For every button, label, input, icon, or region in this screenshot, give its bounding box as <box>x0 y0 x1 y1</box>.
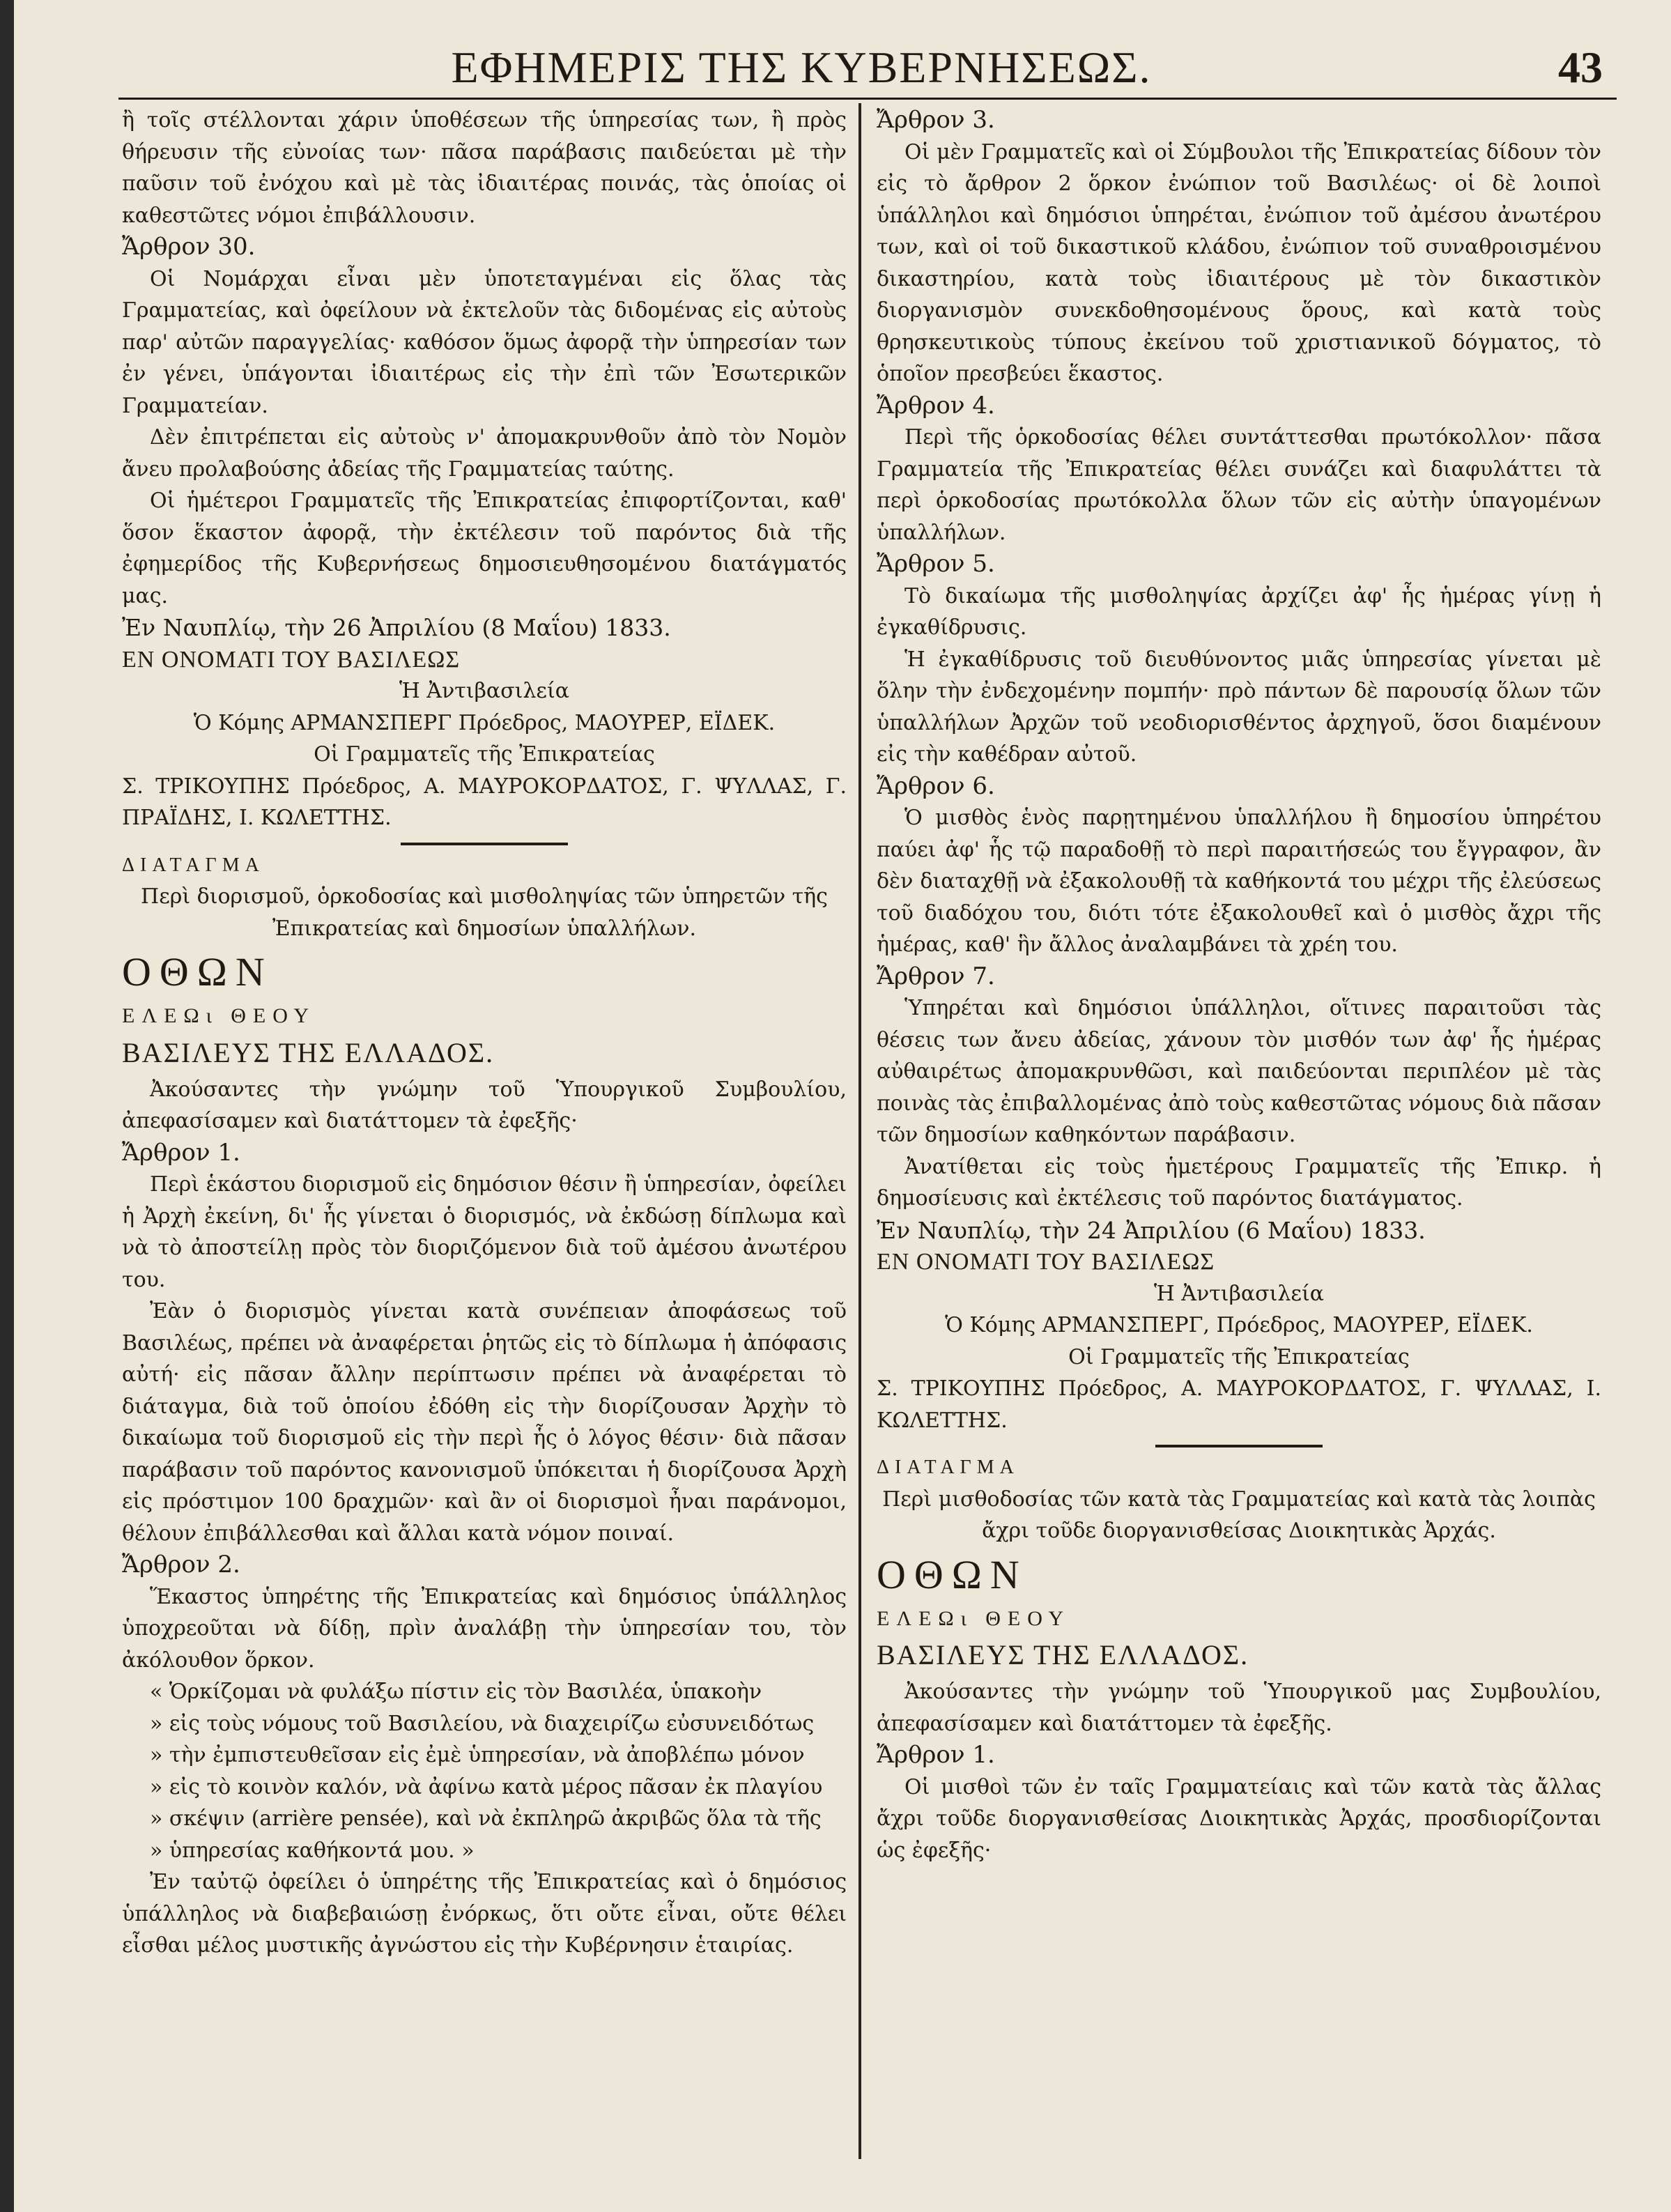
oath-line: » εἰς τὸ κοινὸν καλόν, νὰ ἀφίνω κατὰ μέρος πᾶσαν ἐκ πλαγίου <box>150 1774 823 1799</box>
article-1-paragraph-1: Οἱ μισθοὶ τῶν ἐν ταῖς Γραμματείαις καὶ τῶν κατὰ τὰς ἄλλας ἄχρι τοῦδε διοργανισθείσας Διοικητικὰς Ἀρχάς, προσδιορίζονται ὡς ἐφεξῆς· <box>877 1774 1601 1863</box>
oath-line: » τὴν ἐμπιστευθεῖσαν εἰς ἐμὲ ὑπηρεσίαν, νὰ ἀποβλέπω μόνον <box>150 1743 805 1767</box>
binding-edge <box>0 0 14 2212</box>
article-6-paragraph-1: Ὁ μισθὸς ἑνὸς παρῃτημένου ὑπαλλήλου ἢ δημοσίου ὑπηρέτου παύει ἀφ' ἧς τῷ παραδοθῇ τὸ περὶ παραιτήσεώς του ἔγγραφον, ἂν δὲν διαταχθῇ νὰ ἐξακολουθῇ τὰ καθήκοντά του μέχρι τῆς ἐλεύσεως τοῦ διαδόχου του, διότι τότε ἐξακολουθεῖ καὶ ὁ μισθὸς ἄχρι τῆς ἡμέρας, καθ' ἣν ἄλλος ἀναλαμβάνει τὰ χρέη του. <box>877 806 1601 957</box>
by-grace-of-god: ΕΛΕΩι ΘΕΟΥ <box>877 1606 1071 1630</box>
dateline: Ἐν Ναυπλίῳ, τὴν 24 Ἀπριλίου (6 Μαΐου) 1833. <box>877 1216 1426 1244</box>
regency-members: Ὁ Κόμης ΑΡΜΑΝΣΠΕΡΓ, Πρόεδρος, ΜΑΟΥΡΕΡ, ΕΪΔΕΚ. <box>945 1313 1533 1337</box>
article-2-paragraph-1: Ἕκαστος ὑπηρέτης τῆς Ἐπικρατείας καὶ δημόσιος ὑπάλληλος ὑποχρεοῦται νὰ δίδῃ, πρὶν ἀναλάβῃ τὴν ὑπηρεσίαν του, τὸν ἀκόλουθον ὅρκον. <box>122 1584 847 1673</box>
decree-heading: ΔΙΑΤΑΓΜΑ <box>877 1457 1019 1478</box>
by-grace-of-god: ΕΛΕΩι ΘΕΟΥ <box>122 1004 316 1027</box>
preamble: Ἀκούσαντες τὴν γνώμην τοῦ Ὑπουργικοῦ μας Συμβουλίου, ἀπεφασίσαμεν καὶ διατάττομεν τὰ ἐφεξῆς. <box>877 1680 1601 1736</box>
article-30-paragraph-1: Οἱ Νομάρχαι εἶναι μὲν ὑποτεταγμέναι εἰς ὅλας τὰς Γραμματείας, καὶ ὀφείλουν νὰ ἐκτελοῦν τὰς διδομένας εἰς αὐτοὺς παρ' αὐτῶν παραγγελίας· καθόσον ὅμως ἀφορᾷ τὴν ὑπηρεσίαν των ἐν γένει, ὑπάγονται ἰδιαιτέρως εἰς τὴν ἐπὶ τῶν Ἐσωτερικῶν Γραμματείαν. <box>122 266 847 418</box>
page-header <box>105 28 1603 98</box>
column-divider <box>858 103 861 2159</box>
preamble: Ἀκούσαντες τὴν γνώμην τοῦ Ὑπουργικοῦ Συμβουλίου, ἀπεφασίσαμεν καὶ διατάττομεν τὰ ἐφεξῆς· <box>122 1077 847 1133</box>
article-30-title: Ἄρθρον 30. <box>122 233 256 261</box>
king-of-greece: ΒΑΣΙΛΕΥΣ ΤΗΣ ΕΛΛΑΔΟΣ. <box>877 1639 1249 1670</box>
article-1-title: Ἄρθρον 1. <box>877 1741 995 1769</box>
oath-text <box>122 1676 847 1866</box>
oath-line: « Ὁρκίζομαι νὰ φυλάξω πίστιν εἰς τὸν Βασιλέα, ὑπακοὴν <box>150 1680 762 1704</box>
oath-line: » ὑπηρεσίας καθήκοντά μου. » <box>150 1838 475 1863</box>
dateline: Ἐν Ναυπλίῳ, τὴν 26 Ἀπριλίου (8 Μαΐου) 1833. <box>122 614 671 641</box>
regency-title: Ἡ Ἀντιβασιλεία <box>399 679 569 703</box>
article-1-paragraph-1: Περὶ ἑκάστου διορισμοῦ εἰς δημόσιον θέσιν ἢ ὑπηρεσίαν, ὀφείλει ἡ Ἀρχὴ ἐκείνη, δι' ἧς γίνεται ὁ διορισμός, νὰ ἐκδώσῃ δίπλωμα καὶ νὰ τὸ ἀποστείλῃ πρὸς τὸν διοριζόμενον διὰ τοῦ ἀμέσου ἀνωτέρου του. <box>122 1172 847 1292</box>
article-3-paragraph-1: Οἱ μὲν Γραμματεῖς καὶ οἱ Σύμβουλοι τῆς Ἐπικρατείας δίδουν τὸν εἰς τὸ ἄρθρον 2 ὅρκον ἐνώπιον τοῦ Βασιλέως· οἱ δὲ λοιποὶ ὑπάλληλοι καὶ δημόσιοι ὑπηρέται, ἐνώπιον τοῦ ἀμέσου ἀνωτέρου των, καὶ οἱ τοῦ δικαστικοῦ κλάδου, ἐνώπιον τοῦ συναθροισμένου δικαστηρίου, κατὰ τοὺς ἰδιαιτέρους μὲ τὸν δικαστικὸν διοργανισμὸν συνεκδοθησομένους ὅρους, καὶ κατὰ τοὺς θρησκευτικοὺς τύπους ἐκείνου τοῦ χριστιανικοῦ δόγματος, τὸ ὁποῖον πρεσβεύει ἕκαστος. <box>877 139 1601 386</box>
article-2-paragraph-2: Ἐν ταὐτῷ ὀφείλει ὁ ὑπηρέτης τῆς Ἐπικρατείας καὶ ὁ δημόσιος ὑπάλληλος νὰ διαβεβαιώσῃ ἐνόρκως, ὅτι οὔτε εἶναι, οὔτε θέλει εἶσθαι μέλος μυστικῆς ἀγνώστου εἰς τὴν Κυβέρνησιν ἑταιρίας. <box>122 1870 847 1958</box>
othon-heading: ΟΘΩΝ <box>877 1551 1028 1597</box>
header-rule <box>118 98 1617 100</box>
secretaries-title: Οἱ Γραμματεῖς τῆς Ἐπικρατείας <box>314 742 655 767</box>
oath-line: » εἰς τοὺς νόμους τοῦ Βασιλείου, νὰ διαχειρίζω εὐσυνειδότως <box>150 1711 815 1736</box>
oath-line: » σκέψιν (arrière pensée), καὶ νὰ ἐκπληρῶ ἀκριβῶς ὅλα τὰ τῆς <box>150 1806 822 1831</box>
article-4-paragraph-1: Περὶ τῆς ὁρκοδοσίας θέλει συντάττεσθαι πρωτόκολλον· πᾶσα Γραμματεία τῆς Ἐπικρατείας θέλει συνάζει καὶ διαφυλάττει τὰ περὶ ὁρκοδοσίας πρωτόκολλα ὅλων τῶν εἰς αὐτὴν ὑπαγομένων ὑπαλλήλων. <box>877 425 1601 545</box>
othon-heading: ΟΘΩΝ <box>122 949 273 994</box>
article-1-title: Ἄρθρον 1. <box>122 1138 240 1167</box>
article-1-paragraph-2: Ἐὰν ὁ διορισμὸς γίνεται κατὰ συνέπειαν ἀποφάσεως τοῦ Βασιλέως, πρέπει νὰ ἀναφέρεται ῥητῶς εἰς τὸ δίπλωμα ἡ ἀπόφασις αὐτή· εἰς πᾶσαν ἄλλην περίπτωσιν πρέπει νὰ ἀναφέρεται τὸ διάταγμα, διὰ τοῦ ὁποίου ἐδόθη εἰς τὴν διορίζουσαν Ἀρχὴν τὸ δικαίωμα τοῦ διορισμοῦ εἰς τὴν περὶ ἧς ὁ λόγος θέσιν· διὰ πᾶσαν παράβασιν τοῦ παρόντος κανονισμοῦ ὑπόκειται ἡ διορίζουσα Ἀρχὴ εἰς πρόστιμον 100 δραχμῶν· καὶ ἂν οἱ διορισμοὶ ἦναι παράνομοι, θέλουν ἐπιβάλλεσθαι καὶ ἄλλαι κατὰ νόμον ποιναί. <box>122 1299 847 1546</box>
article-30-paragraph-3: Οἱ ἡμέτεροι Γραμματεῖς τῆς Ἐπικρατείας ἐπιφορτίζονται, καθ' ὅσον ἕκαστον ἀφορᾷ, τὴν ἐκτέλεσιν τοῦ παρόντος διὰ τῆς ἐφημερίδος τῆς Κυβερνήσεως δημοσιευθησομένου διατάγματός μας. <box>122 489 847 608</box>
article-5-paragraph-1: Τὸ δικαίωμα τῆς μισθοληψίας ἀρχίζει ἀφ' ἧς ἡμέρας γίνῃ ἡ ἐγκαθίδρυσις. <box>877 583 1601 640</box>
continued-paragraph: ἢ τοῖς στέλλονται χάριν ὑποθέσεων τῆς ὑπηρεσίας των, ἢ πρὸς θήρευσιν τῆς εὐνοίας των· πᾶσα παράβασις παιδεύεται μὲ τὴν παῦσιν τοῦ ἐνόχου καὶ μὲ τὰς ἰδιαιτέρας ποινάς, τὰς ὁποίας οἱ καθεστῶτες νόμοι ἐπιβάλλουσιν. <box>122 108 847 228</box>
right-column <box>877 105 1601 1866</box>
article-3-title: Ἄρθρον 3. <box>877 106 995 134</box>
journal-title: ΕΦΗΜΕΡΙΣ ΤΗΣ ΚΥΒΕΡΝΗΣΕΩΣ. <box>451 43 1152 92</box>
article-7-paragraph-1: Ὑπηρέται καὶ δημόσιοι ὑπάλληλοι, οἵτινες παραιτοῦσι τὰς θέσεις των ἄνευ ἀδείας, χάνουν τὸν μισθόν των ἀφ' ἧς ἡμέρας αὐθαιρέτως ἀπομακρυνθῶσι, καὶ παιδεύονται περιπλέον μὲ τὰς ποινὰς τὰς ἐπιβαλλομένας ἀπὸ τοὺς καθεστῶτας νόμους διὰ πᾶσαν τῶν δημοσίων καθηκόντων παράβασιν. <box>877 996 1601 1147</box>
regency-title: Ἡ Ἀντιβασιλεία <box>1154 1281 1324 1306</box>
section-rule <box>401 843 568 845</box>
regency-members: Ὁ Κόμης ΑΡΜΑΝΣΠΕΡΓ Πρόεδρος, ΜΑΟΥΡΕΡ, ΕΪΔΕΚ. <box>193 710 776 735</box>
article-7-title: Ἄρθρον 7. <box>877 962 995 990</box>
secretaries-title: Οἱ Γραμματεῖς τῆς Ἐπικρατείας <box>1068 1344 1410 1369</box>
page-number: 43 <box>1558 43 1603 92</box>
section-rule <box>1155 1445 1323 1447</box>
article-5-title: Ἄρθρον 5. <box>877 550 995 578</box>
secretaries-names: Σ. ΤΡΙΚΟΥΠΗΣ Πρόεδρος, Α. ΜΑΥΡΟΚΟΡΔΑΤΟΣ, Γ. ΨΥΛΛΑΣ, Γ. ΠΡΑΪΔΗΣ, Ι. ΚΩΛΕΤΤΗΣ. <box>122 774 847 830</box>
in-the-name-of-the-king: ΕΝ ΟΝΟΜΑΤΙ ΤΟΥ ΒΑΣΙΛΕΩΣ <box>122 646 461 673</box>
decree-subject: Περὶ διορισμοῦ, ὁρκοδοσίας καὶ μισθοληψίας τῶν ὑπηρετῶν τῆς Ἐπικρατείας καὶ δημοσίων ὑπαλλήλων. <box>141 884 828 941</box>
decree-heading: ΔΙΑΤΑΓΜΑ <box>122 854 265 876</box>
decree-subject: Περὶ μισθοδοσίας τῶν κατὰ τὰς Γραμματείας καὶ κατὰ τὰς λοιπὰς ἄχρι τοῦδε διοργανισθείσας Διοικητικὰς Ἀρχάς. <box>882 1487 1596 1543</box>
article-6-title: Ἄρθρον 6. <box>877 771 995 800</box>
left-column <box>122 105 847 1962</box>
king-of-greece: ΒΑΣΙΛΕΥΣ ΤΗΣ ΕΛΛΑΔΟΣ. <box>122 1036 495 1068</box>
article-5-paragraph-2: Ἡ ἐγκαθίδρυσις τοῦ διευθύνοντος μιᾶς ὑπηρεσίας γίνεται μὲ ὅλην τὴν ἐνδεχομένην πομπήν· πρὸ πάντων δὲ παρουσίᾳ ὅλων τῶν ὑπαλλήλων Ἀρχῶν τοῦ νεοδιορισθέντος ἀρχηγοῦ, ὅσοι διαμένουν εἰς τὴν καθέδραν αὐτοῦ. <box>877 647 1601 767</box>
article-4-title: Ἄρθρον 4. <box>877 391 995 420</box>
in-the-name-of-the-king: ΕΝ ΟΝΟΜΑΤΙ ΤΟΥ ΒΑΣΙΛΕΩΣ <box>877 1249 1215 1275</box>
article-7-paragraph-2: Ἀνατίθεται εἰς τοὺς ἡμετέρους Γραμματεῖς τῆς Ἐπικρ. ἡ δημοσίευσις καὶ ἐκτέλεσις τοῦ παρόντος διατάγματος. <box>877 1154 1601 1211</box>
article-2-title: Ἄρθρον 2. <box>122 1551 240 1579</box>
article-30-paragraph-2: Δὲν ἐπιτρέπεται εἰς αὐτοὺς ν' ἀπομακρυνθοῦν ἀπὸ τὸν Νομὸν ἄνευ προλαβούσης ἀδείας τῆς Γραμματείας ταύτης. <box>122 425 847 482</box>
secretaries-names: Σ. ΤΡΙΚΟΥΠΗΣ Πρόεδρος, Α. ΜΑΥΡΟΚΟΡΔΑΤΟΣ, Γ. ΨΥΛΛΑΣ, Ι. ΚΩΛΕΤΤΗΣ. <box>877 1376 1601 1433</box>
